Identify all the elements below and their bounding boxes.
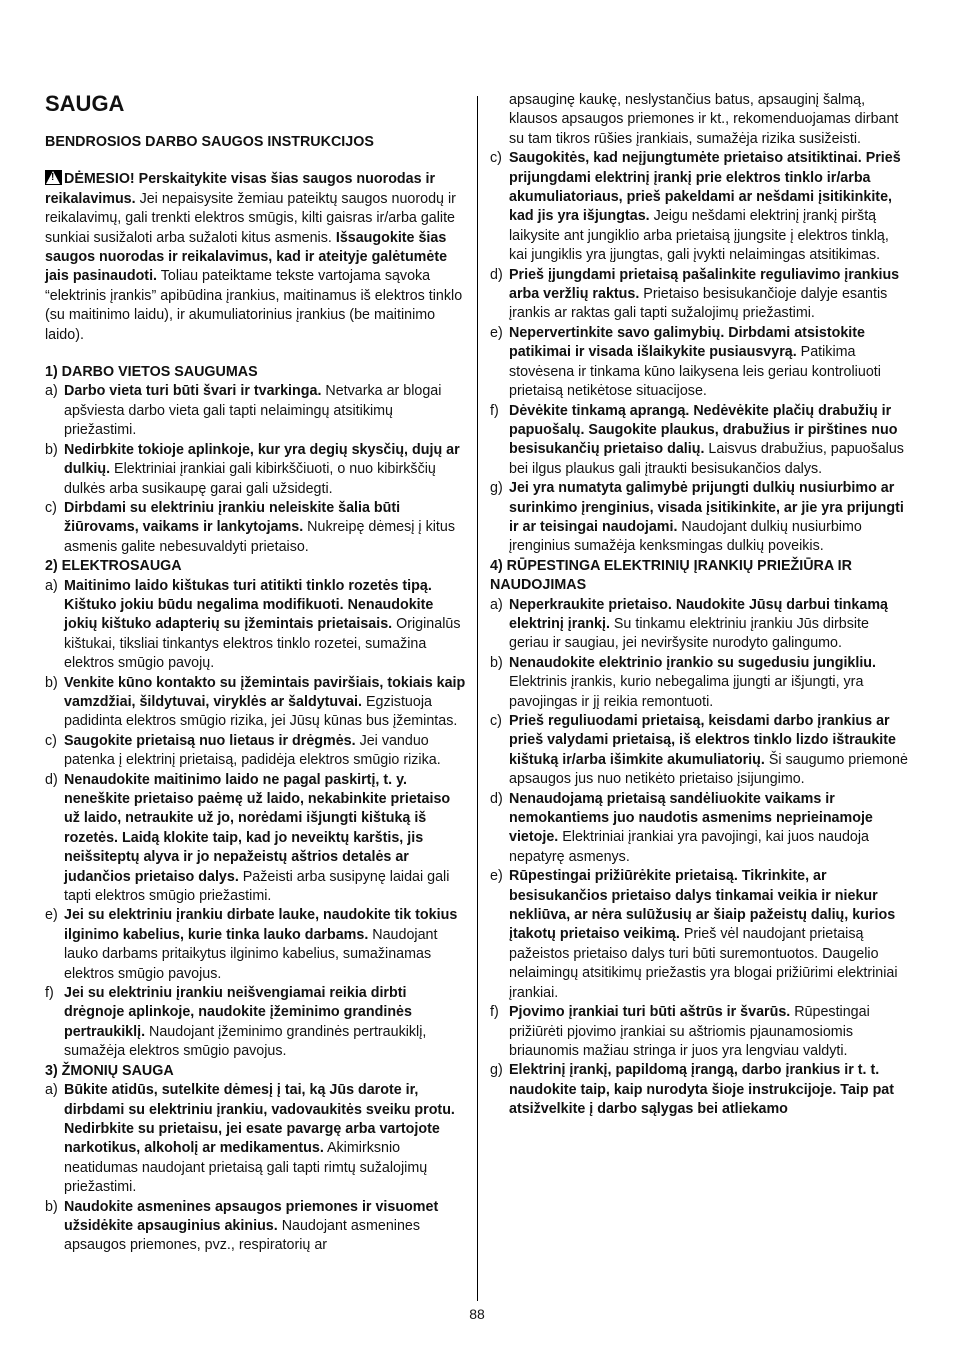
item-body [64, 499, 466, 557]
left-list [45, 363, 466, 1256]
list-item [490, 1003, 910, 1061]
intro-text-1: Jei nepaisysite žemiau pateiktų saugos nuorodų ir reikalavimų, gali trenkti elektros smūgis, kilti gaisras ir/arba galite sunkiai susižaloti arba sužaloti kitus asmenis. [45, 190, 456, 246]
item-body [509, 790, 910, 868]
list-item [45, 499, 466, 557]
item-text: Nukreipę dėmesį į kitus asmenis galite nebesuvaldyti prietaiso. [64, 519, 455, 555]
item-text: Elektriniai įrankiai gali kibirkščiuoti, o nuo kibirkščių dulkės arba susikaupę garai gali užsidegti. [64, 461, 436, 497]
item-text: Rūpestingai prižiūrėti pjovimo įrankiai su aštriomis pjaunamosiomis briaunomis mažiau stringa ir juos yra lengviau valdyti. [509, 1004, 870, 1059]
right-column [490, 91, 910, 1120]
list-item [490, 712, 910, 790]
item-bold-text: Saugokitės, kad neįjungtumėte prietaiso atsitiktinai. Prieš prijungdami elektrinį įrankį prie elektros tinklo ir/arba akumuliatoriaus, prieš pakeldami ar nešdami įsitikinkite, kad jis yra išjungtas. [509, 150, 901, 225]
item-bold-text: Dirbdami su elektriniu įrankiu neleiskite šalia būti žiūrovams, vaikams ir lankytojams. [64, 499, 401, 536]
item-bold-text: Neperkraukite prietaiso. Naudokite Jūsų darbui tinkamą elektrinį įrankį. [509, 596, 888, 632]
intro-paragraph [45, 170, 466, 345]
item-text: Jeigu nešdami elektrinį įrankį pirštą laikysite ant jungiklio arba prietaisą įjungsite į elektros tinklą, kai jungiklis yra įjungtas, gali įvykti nelaimingas atsitikimas. [509, 208, 889, 264]
list-item [45, 1198, 466, 1256]
intro-bold-2: Išsaugokite šias saugos nuorodas ir reikalavimus, kad ir ateityje galėtumėte jais pasinaudoti. [45, 229, 448, 285]
item-text: Naudojant asmenines apsaugos priemones, pvz., respiratorių ar [64, 1217, 420, 1254]
item-text: Patikima stovėsena ir tinkama kūno laikysena leis geriau kontroliuoti prietaisą netikėtose situacijose. [509, 344, 881, 400]
item-letter: e) [490, 868, 503, 885]
item-text: Prieš vėl naudojant prietaisą pažeistos prietaiso dalys turi būti suremontuotos. Daugelio nelaimingų atsitikimų priežastis yra blogai prižiūrimi elektriniai įrankiai. [509, 926, 898, 1001]
item-body [509, 266, 910, 324]
item-body [64, 674, 466, 732]
column-divider [477, 96, 478, 1301]
item-body [509, 324, 910, 402]
item-letter: g) [490, 480, 503, 497]
item-letter: g) [490, 1062, 503, 1079]
list-item [490, 266, 910, 324]
item-text: Elektriniai įrankiai yra pavojingi, kai juos naudoja nepatyrę asmenys. [509, 829, 869, 865]
item-text: Naudojant dulkių nusiurbimo įrenginius sumažėja kenksmingas dulkių poveikis. [509, 518, 862, 555]
item-letter: b) [490, 654, 503, 671]
item-body [509, 596, 910, 654]
item-letter: f) [490, 1004, 499, 1021]
item-letter: d) [490, 266, 503, 283]
item-letter: a) [45, 577, 58, 594]
item-body [64, 382, 466, 440]
list-item [490, 596, 910, 654]
item-text: Prietaiso besisukančioje dalyje esantis įrankis ar raktas gali tapti sužalojimų priežastimi. [509, 286, 888, 322]
item-letter: a) [490, 596, 503, 613]
item-body [509, 1061, 910, 1119]
item-letter: e) [45, 907, 58, 924]
item-bold-text: Naudokite asmenines apsaugos priemones ir visuomet užsidėkite apsauginius akinius. [64, 1198, 439, 1234]
list-item [45, 771, 466, 907]
item-body [64, 984, 466, 1062]
list-item [490, 91, 910, 149]
item-letter: a) [45, 1082, 58, 1099]
item-text: Originalūs kištukai, tiksliai tinkantys elektros tinklo rozetei, sumažina elektros smūgio pavojų. [64, 616, 461, 672]
item-body [509, 712, 910, 790]
list-item [45, 1081, 466, 1197]
item-bold-text: Darbo vieta turi būti švari ir tvarkinga. [64, 383, 322, 400]
item-body [509, 149, 910, 265]
item-body [64, 441, 466, 499]
section-heading: 1) DARBO VIETOS SAUGUMAS [45, 364, 258, 381]
item-body [509, 867, 910, 1003]
item-bold-text: Saugokite prietaisą nuo lietaus ir drėgmės. [64, 732, 356, 749]
item-text: Laisvus drabužius, papuošalus bei ilgus plaukus gali įtraukti besisukančios dalys. [509, 441, 904, 477]
item-text: Jei vanduo patenka į elektrinį prietaisą, padidėja elektros smūgio rizika. [64, 732, 441, 769]
list-item [45, 441, 466, 499]
item-text: Netvarka ar blogai apšviesta darbo vieta gali tapti nelaimingų atsitikimų priežastimi. [64, 383, 442, 439]
item-letter: c) [490, 713, 502, 729]
item-bold-text: Venkite kūno kontakto su įžemintais paviršiais, tokiais kaip vamzdžiai, šildytuvai, viryklės ar šaldytuvai. [64, 674, 466, 710]
list-item [490, 149, 910, 265]
item-body [509, 91, 910, 149]
item-body [64, 577, 466, 674]
item-bold-text: Jei yra numatyta galimybė prijungti dulkių nusiurbimo ar surinkimo įrenginius, visada įsitikinkite, ar jie yra prijungti ir ar teisingai naudojami. [509, 480, 904, 535]
item-body [509, 654, 910, 712]
item-letter: b) [45, 441, 58, 458]
item-text: Akimirksnio neatidumas naudojant prietaisą gali tapti rimtų sužalojimų priežastimi. [64, 1140, 428, 1196]
item-letter: e) [490, 324, 503, 341]
item-letter: f) [45, 985, 54, 1002]
list-item [45, 732, 466, 771]
item-letter: c) [45, 732, 57, 749]
intro-bold-1: DĖMESIO! Perskaitykite visas šias saugos nuorodas ir reikalavimus. [45, 171, 436, 207]
item-bold-text: Nenaudojamą prietaisą sandėliuokite vaikams ir nemokantiems juo naudotis asmenims neprieinamoje vietoje. [509, 790, 873, 846]
right-list [490, 91, 910, 1120]
item-letter: d) [45, 771, 58, 788]
left-column [45, 91, 466, 1256]
item-bold-text: Maitinimo laido kištukas turi atitikti tinklo rozetės tipą. Kištuko jokiu būdu negalima modifikuoti. Nenaudokite jokių kištuko adapterių su įžemintais prietaisais. [64, 577, 434, 633]
item-text: Elektrinis įrankis, kurio nebegalima įjungti ar išjungti, yra pavojingas ir jį reikia remontuoti. [509, 674, 864, 710]
item-bold-text: Jei su elektriniu įrankiu neišvengiamai reikia dirbti drėgnoje aplinkoje, naudokite įžeminimo grandinės pertraukiklį. [64, 985, 412, 1040]
intro-text-2: Toliau pateiktame tekste vartojama sąvoka “elektrinis įrankis” apibūdina įrankius, maitinamus iš elektros tinklo (su maitinimo laidu), ir akumuliatorinius įrankius (be maitinimo laido). [45, 268, 463, 343]
item-letter: d) [490, 790, 503, 807]
item-letter: b) [45, 674, 58, 691]
page-title: SAUGA [45, 91, 125, 116]
list-item [45, 674, 466, 732]
item-body [509, 402, 910, 480]
list-item [45, 382, 466, 440]
list-item [490, 324, 910, 402]
item-body [64, 906, 466, 984]
item-text: Egzistuoja padidinta elektros smūgio rizika, jei Jūsų kūnas bus įžemintas. [64, 693, 458, 730]
item-text: Pažeisti arba susipynę laidai gali tapti elektros smūgio priežastimi. [64, 868, 450, 905]
item-letter [490, 91, 509, 149]
item-body [64, 771, 466, 907]
list-item [45, 984, 466, 1062]
item-body [64, 732, 466, 771]
item-bold-text: Jei su elektriniu įrankiu dirbate lauke, naudokite tik tokius ilginimo kabelius, kurie tinka lauko darbams. [64, 907, 458, 943]
item-text: Ši saugumo priemonė apsaugos jus nuo netikėto prietaiso įsijungimo. [509, 751, 908, 788]
item-letter: b) [45, 1198, 58, 1215]
item-bold-text: Elektrinį įrankį, papildomą įrangą, darbo įrankius ir t. t. naudokite taip, kaip nurodyta šioje instrukcijoje. Taip pat atsižvelkite į darbo sąlygas bei atliekamo [509, 1062, 895, 1118]
item-body [509, 1003, 910, 1061]
list-item [490, 654, 910, 712]
item-letter: a) [45, 383, 58, 400]
section-heading: 4) RŪPESTINGA ELEKTRINIŲ ĮRANKIŲ PRIEŽIŪRA IR NAUDOJIMAS [490, 557, 852, 594]
item-letter: f) [490, 402, 499, 419]
list-item [490, 402, 910, 480]
list-item [490, 479, 910, 557]
list-item [490, 790, 910, 868]
section-subtitle: BENDROSIOS DARBO SAUGOS INSTRUKCIJOS [45, 134, 374, 150]
list-item [45, 577, 466, 674]
list-item [45, 906, 466, 984]
item-letter: c) [45, 499, 57, 516]
item-text: Naudojant įžeminimo grandinės pertraukiklį, sumažėja elektros smūgio pavojus. [64, 1023, 427, 1060]
item-bold-text: Nenaudokite elektrinio įrankio su sugedusiu jungikliu. [509, 654, 877, 671]
item-text: Su tinkamu elektriniu įrankiu Jūs dirbsite geriau ir saugiau, jei neviršysite nurodyto galingumo. [509, 615, 869, 652]
page-number: 88 [469, 1306, 485, 1322]
item-letter: c) [490, 150, 502, 167]
item-bold-text: Nedirbkite tokioje aplinkoje, kur yra degių skysčių, dujų ar dulkių. [64, 441, 460, 478]
item-body [509, 479, 910, 557]
item-bold-text: Dėvėkite tinkamą aprangą. Nedėvėkite plačių drabužių ir papuošalų. Saugokite plaukus, drabužius ir pirštines nuo besisukančių prietaiso dalių. [509, 402, 898, 458]
item-bold-text: Pjovimo įrankiai turi būti aštrūs ir švarūs. [509, 1004, 791, 1021]
item-bold-text: Nepervertinkite savo galimybių. Dirbdami atsistokite patikimai ir visada išlaikykite pusiausvyrą. [509, 324, 865, 361]
item-bold-text: Prieš reguliuodami prietaisą, keisdami darbo įrankius ar prieš valydami prietaisą, iš elektros tinklo lizdo ištraukite kištuką ir/arba išimkite akumuliatorių. [509, 713, 896, 768]
item-text: apsauginę kaukę, neslystančius batus, apsauginį šalmą, klausos apsaugos priemones ir kt., rekomenduojamas dirbant su tam tikros rūšies įrankiais, sumažėja rizika susižeisti. [509, 92, 899, 147]
item-bold-text: Būkite atidūs, sutelkite dėmesį į tai, ką Jūs darote ir, dirbdami su elektriniu įrankiu, vadovaukitės sveiku protu. Nedirbkite su prietaisu, jei esate pavargę arba vartojote narkotikus, alkoholį ar medikamentus. [64, 1082, 455, 1157]
item-bold-text: Nenaudokite maitinimo laido ne pagal paskirtį, t. y. neneškite prietaiso paėmę už laido, nekabinkite prietaiso už laido, netraukite už jo, norėdami išjungti kištuką iš rozetės. Laidą klokite taip, kad jo neveiktų karštis, jis neišsiteptų alyva ir jo nepažeistų aštrios detalės ar judančios prietaiso dalys. [64, 771, 451, 885]
warning-triangle-icon [45, 170, 62, 185]
list-item [490, 867, 910, 1003]
item-bold-text: Prieš įjungdami prietaisą pašalinkite reguliavimo įrankius arba veržlių raktus. [509, 266, 900, 303]
section-heading: 3) ŽMONIŲ SAUGA [45, 1062, 174, 1079]
item-body [64, 1198, 466, 1256]
section-heading: 2) ELEKTROSAUGA [45, 558, 182, 575]
list-item [490, 1061, 910, 1119]
item-body [64, 1081, 466, 1197]
item-text: Naudojant lauko darbams pritaikytus ilginimo kabelius, sumažinamas elektros smūgio pavojus. [64, 926, 438, 982]
item-bold-text: Rūpestingai prižiūrėkite prietaisą. Tikrinkite, ar besisukančios prietaiso dalys tinkamai veikia ir niekur nekliūva, ar nėra sulūžusių ar šiaip pažeistų dalių, kurios įtakotų prietaiso veikimą. [509, 868, 896, 943]
